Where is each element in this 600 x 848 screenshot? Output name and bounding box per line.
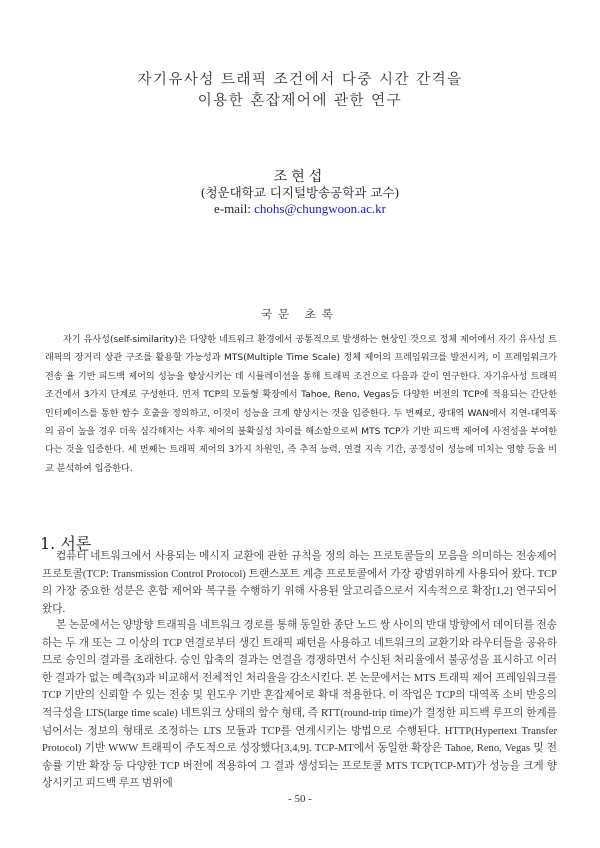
author-email <box>0 201 600 217</box>
section1-title: 1. 서론 <box>40 534 92 553</box>
author-affiliation: (청운대학교 디지털방송공학과 교수) <box>200 185 400 200</box>
page-number: - 50 - <box>288 793 312 805</box>
section1-paragraph1: 컴퓨터 네트워크에서 사용되는 메시지 교환에 관한 규칙을 정의 하는 프로토콜들의 모음을 의미하는 전송제어 프로토콜(TCP: Transmission Control Protocol) 트랜스포트 계층 프로토콜에서 가장 광범위하게 사용되어 왔다. TCP의 가장 중요한 성분은 혼합 제어와 복구를 수행하기 위해 사용된 알고리즘으로서 지속적으로 확장[1,2] 연구되어 왔다. <box>42 551 557 615</box>
paper-title-line2: 이용한 혼잡제어에 관한 연구 <box>197 93 403 109</box>
email-label: e-mail: <box>214 201 255 216</box>
abstract-body: 자기 유사성(self-similarity)은 다양한 네트워크 환경에서 공통적으로 발생하는 현상인 것으로 정체 제어에서 자기 유사성 트래픽의 장거리 상관 구조를 활용할 가능성과 MTS(Multiple Time Scale) 정체 제어의 프레임워크를 발전시켜, 이 프레임워크가 전송 율 기반 피드백 제어의 성능을 향상시키는 데 시뮬레이션을 통해 트래픽 조건으로 다음과 같이 연구한다. 자기유사성 트래픽 조건에서 3가지 단계로 구성한다. 먼저 TCP의 모듈형 확장에서 Tahoe, Reno, Vegas등 다양한 버전의 TCP에 적용되는 간단한 인터페이스를 통한 함수 호출을 정의하고, 이것이 성능을 크게 향상시는 것을 입증한다. 두 번째로, 광대역 WAN에서 지연-대역폭의 곱이 높을 경우 더욱 심각해지는 사후 제어의 불확실성 차이를 해소함으로써 MTS TCP가 기반 피드백 제어에 사전성을 부여한다는 것을 입증한다. 세 번째는 트래픽 제어의 3가지 차원인, 즉 추적 능력, 연결 지속 기간, 공정성이 성능에 미치는 영향 등을 비교 분석하여 입증한다. <box>45 335 557 474</box>
paper-title-line1: 자기유사성 트래픽 조건에서 다중 시간 간격을 <box>137 72 463 88</box>
author-name: 조현섭 <box>273 169 327 185</box>
email-address-link[interactable]: chohs@chungwoon.ac.kr <box>254 201 386 216</box>
abstract-heading: 국문 초록 <box>260 307 340 321</box>
section1-paragraph2: 본 논문에서는 양방향 트래픽을 네트워크 경로를 통해 동일한 종단 노드 쌍 사이의 반대 방향에서 데이터를 전송하는 두 개 또는 그 이상의 TCP 연결로부터 생긴 트래픽 패턴을 사용하고 네트워크의 교환기와 라우터들을 공유하므로 승인의 결과를 초래한다. 승인 압축의 결과는 연결을 경쟁하면서 수신된 처리율에서 불공성을 표시하고 이러한 결과가 없는 예측(3)과 비교해서 전체적인 처리율을 감소시킨다. 본 논문에서는 MTS 트래픽 제어 프레임워크를 TCP 기반의 신뢰할 수 있는 전송 및 윈도우 기반 혼잡제어로 확대 적용한다. 이 작업은 TCP의 대역폭 소비 반응의 적극성을 LTS(large time scale) 네트워크 상태의 함수 형태, 즉 RTT(round-trip time)가 결정한 피드백 루프의 한계를 넘어서는 정보의 형태로 조정하는 LTS 모듈과 TCP를 연계시키는 방법으로 수행된다. HTTP(Hypertext Transfer Protocol) 기반 WWW 트래픽이 주도적으로 성장했다[3,4,9]. TCP-MT에서 동일한 확장은 Tahoe, Reno, Vegas 및 전송률 기반 확장 등 다양한 TCP 버전에 적용하여 그 결과 생성되는 프로토콜 MTS TCP(TCP-MT)가 성능을 크게 향상시키고 피드백 루프 범위에 <box>42 620 557 790</box>
